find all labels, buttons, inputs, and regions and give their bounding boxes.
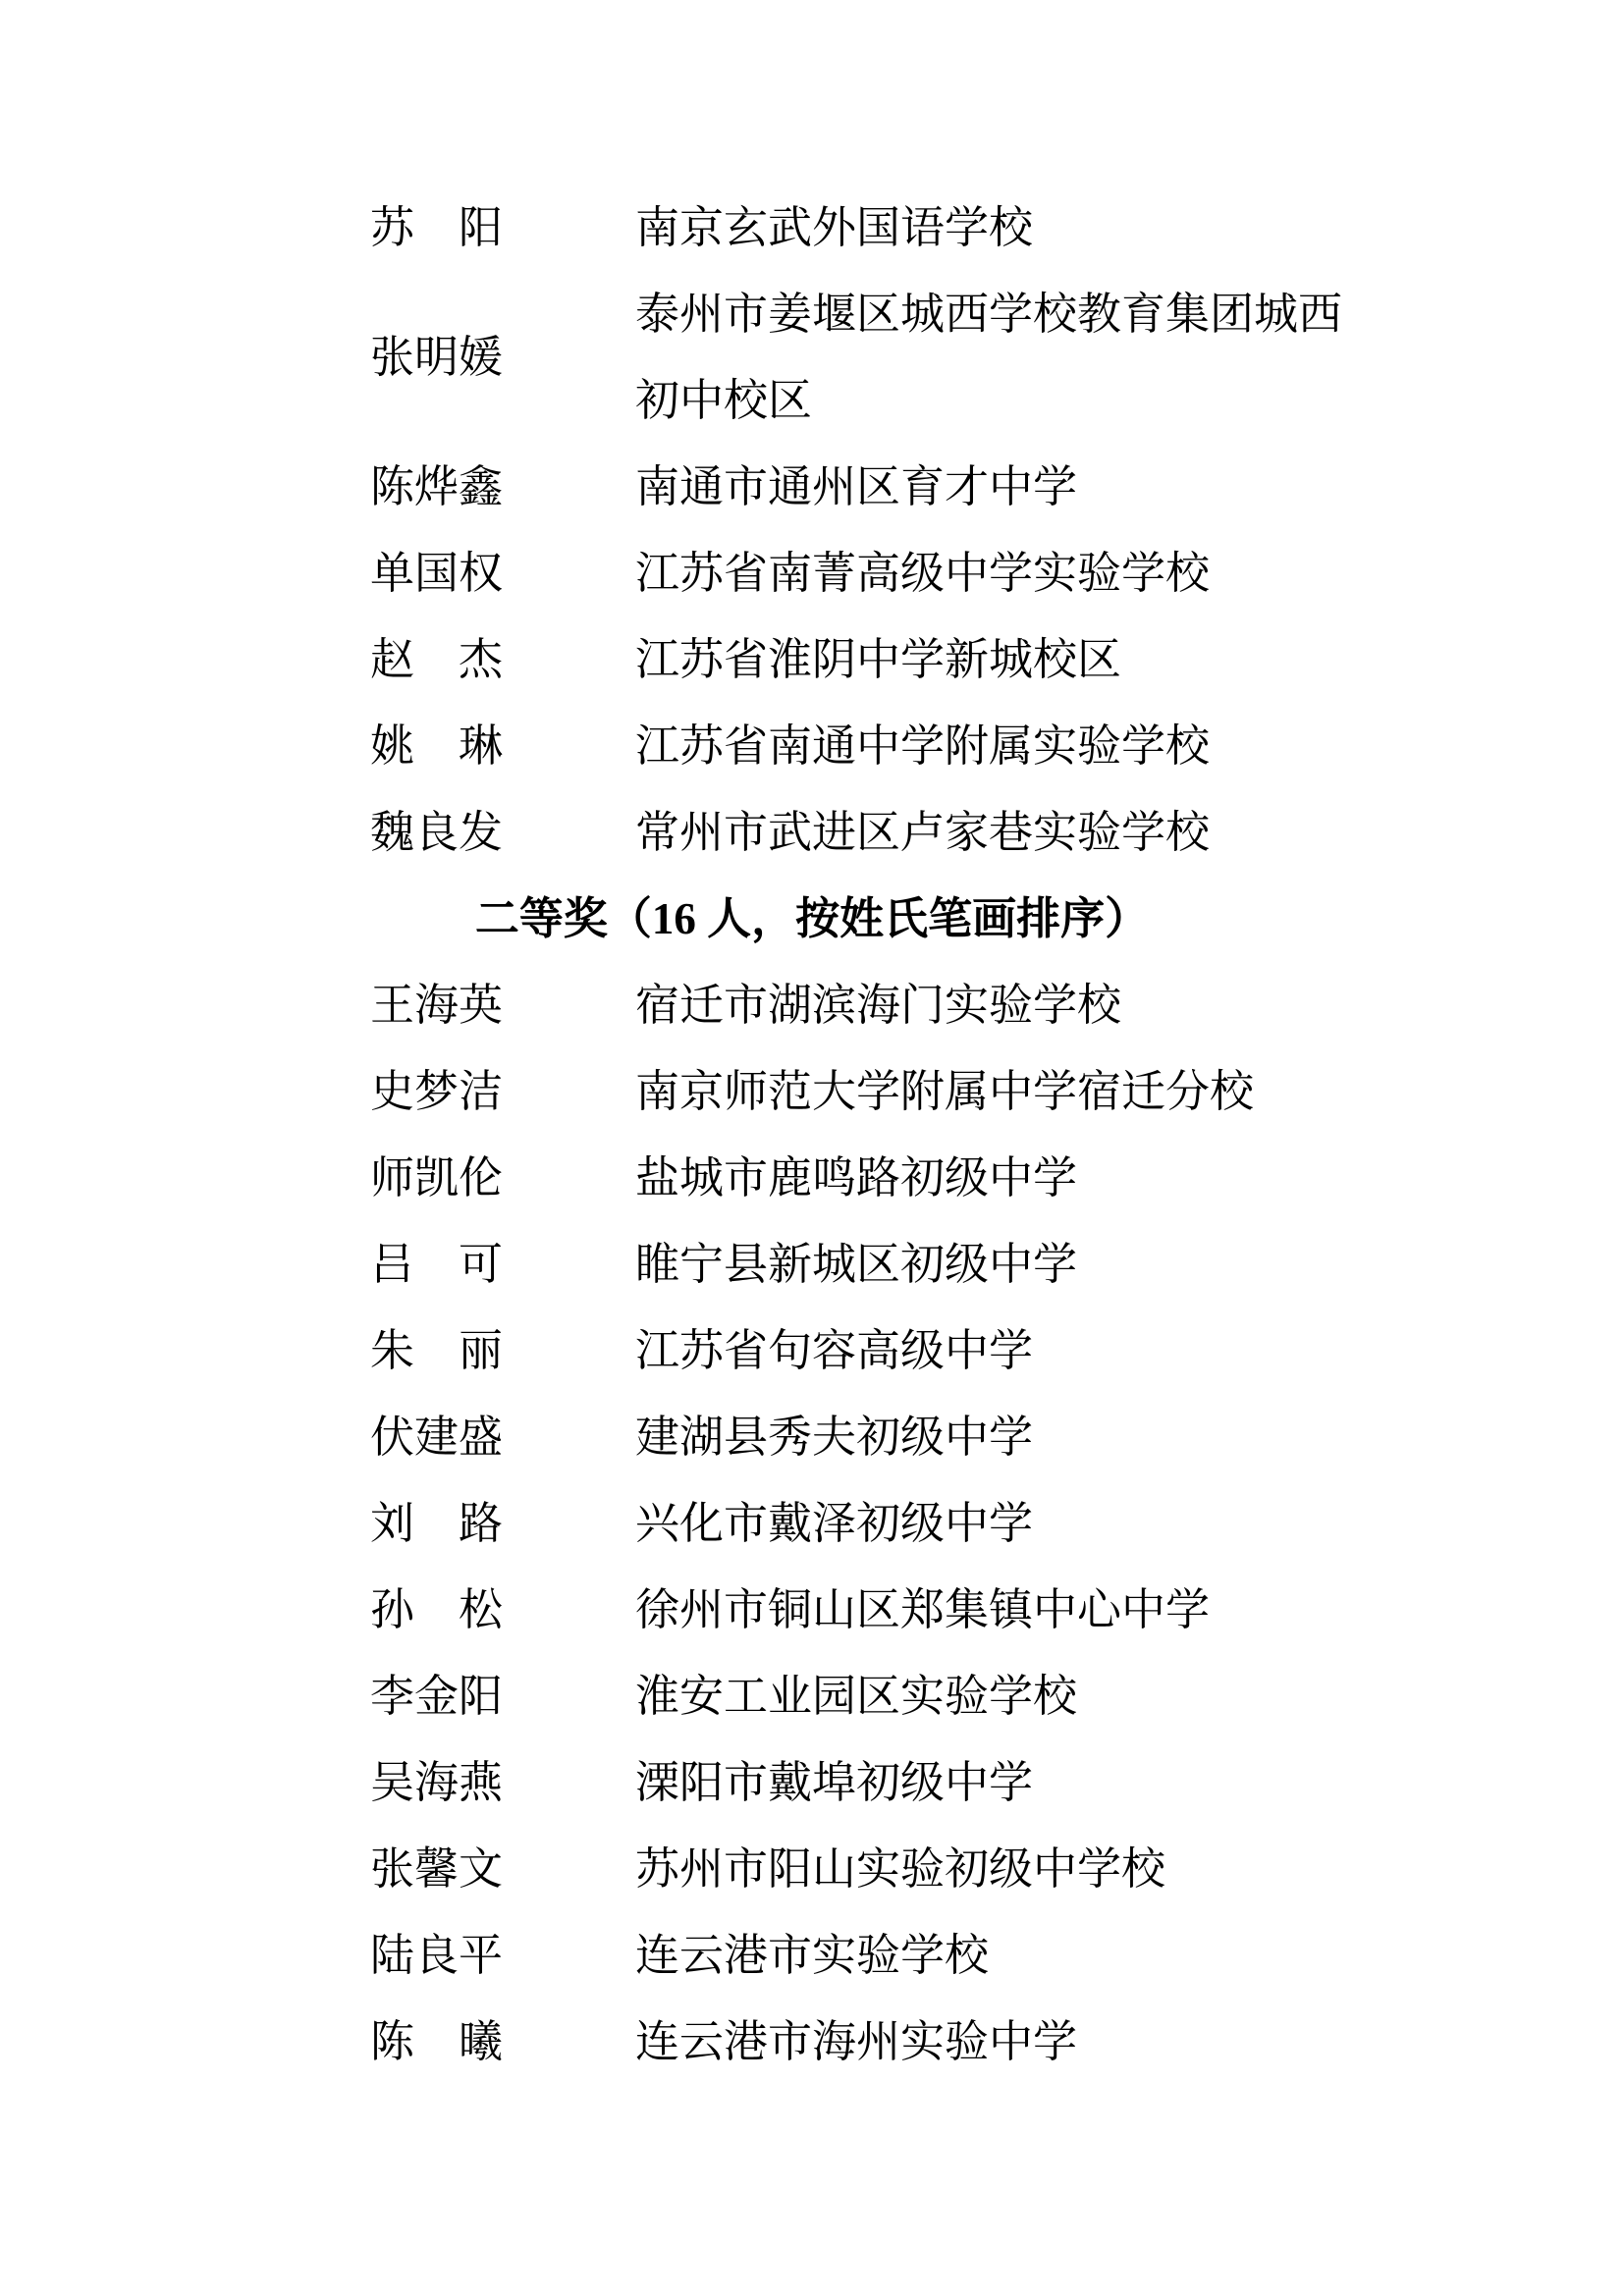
school-name: 江苏省句容高级中学 <box>635 1326 1034 1375</box>
winner-name: 魏良发 <box>370 808 504 857</box>
winner-name: 师凯伦 <box>370 1153 504 1202</box>
award-entry-row <box>0 616 1624 703</box>
winner-name: 孙 松 <box>370 1585 504 1634</box>
school-name: 连云港市实验学校 <box>635 1931 990 1980</box>
school-name: 泰州市姜堰区城西学校教育集团城西初中校区 <box>635 290 1343 425</box>
winner-name: 赵 杰 <box>370 635 504 684</box>
award-entry-row <box>0 1480 1624 1567</box>
school-name: 南京玄武外国语学校 <box>635 203 1034 252</box>
winner-name: 陈 曦 <box>370 2017 504 2066</box>
award-entry-row <box>0 1567 1624 1653</box>
school-name: 江苏省南通中学附属实验学校 <box>635 721 1211 771</box>
school-name: 兴化市戴泽初级中学 <box>635 1499 1034 1548</box>
winner-name: 单国权 <box>370 549 504 598</box>
award-entry-row <box>0 1912 1624 1999</box>
school-name: 南京师范大学附属中学宿迁分校 <box>635 1067 1255 1116</box>
award-entry-row <box>0 1394 1624 1480</box>
winner-name: 伏建盛 <box>370 1413 504 1462</box>
school-name: 江苏省南菁高级中学实验学校 <box>635 549 1211 598</box>
school-name: 淮安工业园区实验学校 <box>635 1672 1078 1721</box>
school-name: 建湖县秀夫初级中学 <box>635 1413 1034 1462</box>
school-name: 徐州市铜山区郑集镇中心中学 <box>635 1585 1211 1634</box>
award-entry-row <box>0 1653 1624 1739</box>
school-name: 溧阳市戴埠初级中学 <box>635 1758 1034 1807</box>
winner-name: 王海英 <box>370 981 504 1030</box>
school-name: 南通市通州区育才中学 <box>635 462 1078 511</box>
winner-name: 吴海燕 <box>370 1758 504 1807</box>
school-name: 睢宁县新城区初级中学 <box>635 1240 1078 1289</box>
award-entry-row <box>0 530 1624 616</box>
winner-name: 姚 琳 <box>370 721 504 771</box>
second-prize-heading: 二等奖（16 人，按姓氏笔画排序） <box>474 894 1150 943</box>
school-name: 盐城市鹿鸣路初级中学 <box>635 1153 1078 1202</box>
award-entry-row <box>0 1739 1624 1826</box>
award-entry-row <box>0 1999 1624 2085</box>
award-entry-row <box>0 185 1624 271</box>
winner-name: 朱 丽 <box>370 1326 504 1375</box>
winner-name: 刘 路 <box>370 1499 504 1548</box>
school-name: 连云港市海州实验中学 <box>635 2017 1078 2066</box>
award-entry-row <box>0 271 1624 444</box>
winner-name: 张馨文 <box>370 1844 504 1894</box>
winner-name: 陆良平 <box>370 1931 504 1980</box>
winner-name: 张明媛 <box>370 333 504 382</box>
winner-name: 吕 可 <box>370 1240 504 1289</box>
winner-name: 李金阳 <box>370 1672 504 1721</box>
winner-name: 苏 阳 <box>370 203 504 252</box>
school-name: 常州市武进区卢家巷实验学校 <box>635 808 1211 857</box>
school-name: 苏州市阳山实验初级中学校 <box>635 1844 1166 1894</box>
award-entry-row <box>0 1135 1624 1221</box>
award-entry-row <box>0 962 1624 1048</box>
award-entry-row <box>0 703 1624 789</box>
award-entry-row <box>0 444 1624 530</box>
award-entry-row <box>0 789 1624 876</box>
school-name: 宿迁市湖滨海门实验学校 <box>635 981 1122 1030</box>
award-entry-row <box>0 1048 1624 1135</box>
winner-name: 陈烨鑫 <box>370 462 504 511</box>
award-entry-row <box>0 1308 1624 1394</box>
award-entry-row <box>0 1221 1624 1308</box>
award-entry-row <box>0 1826 1624 1912</box>
winner-name: 史梦洁 <box>370 1067 504 1116</box>
school-name: 江苏省淮阴中学新城校区 <box>635 635 1122 684</box>
